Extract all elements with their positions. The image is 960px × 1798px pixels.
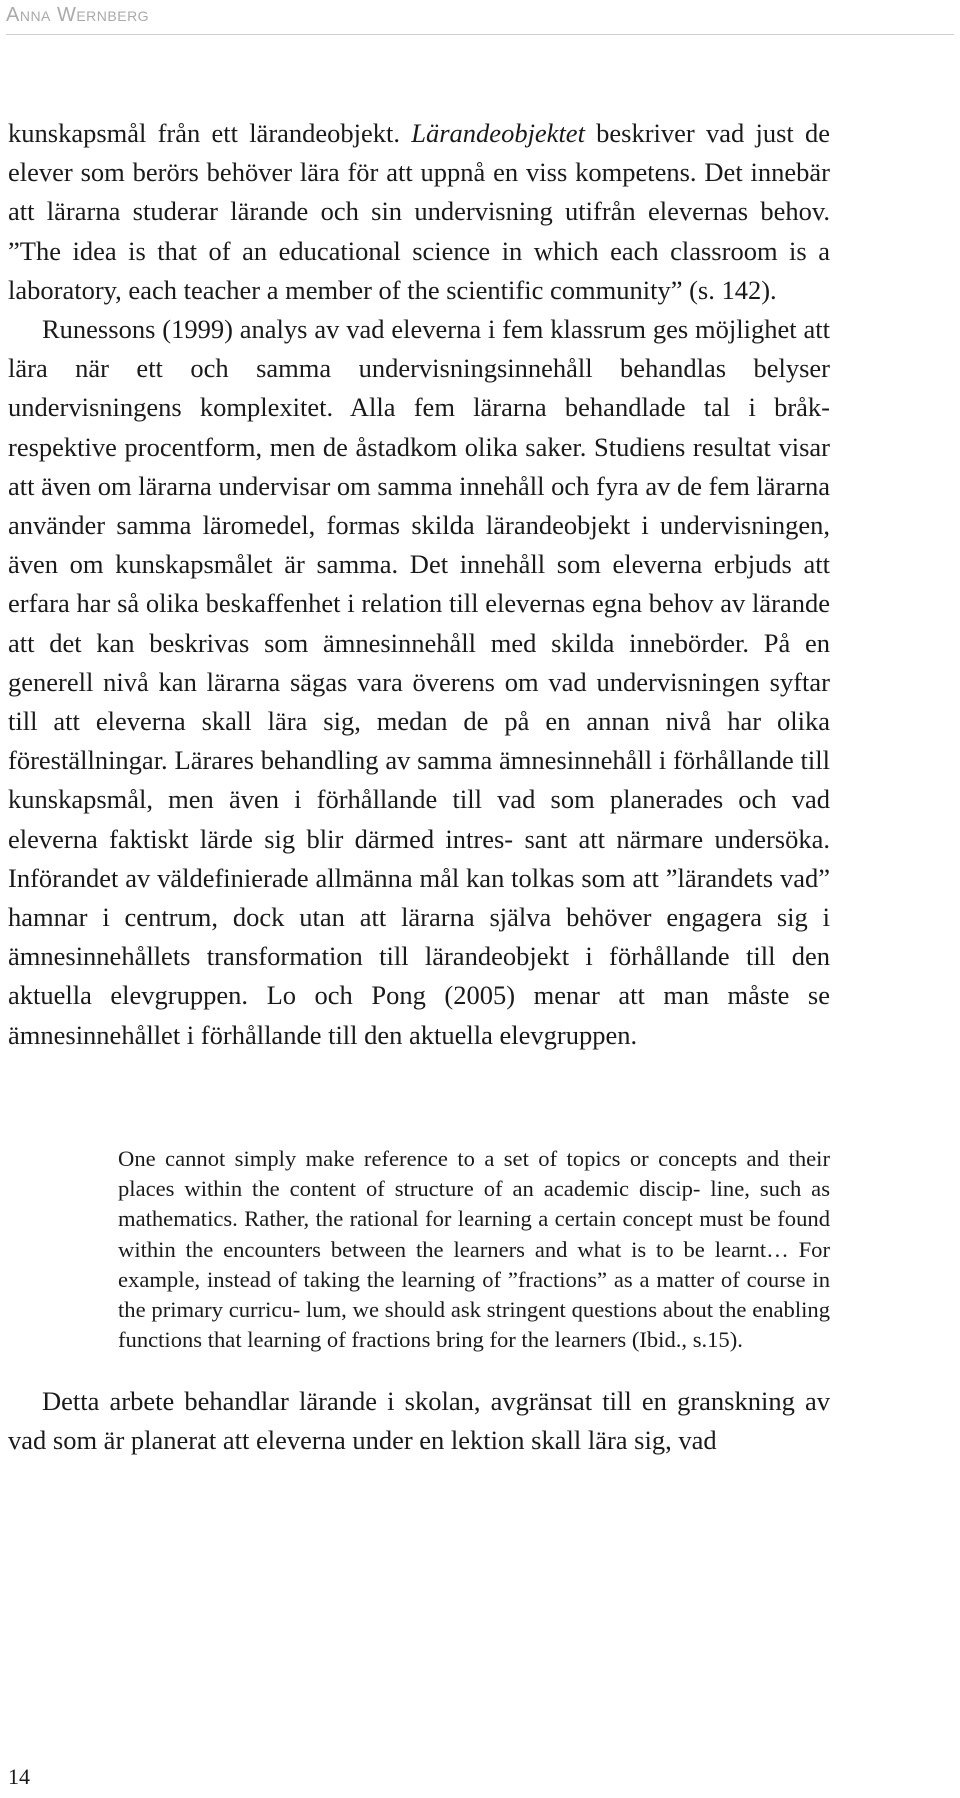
paragraph-2: Runessons (1999) analys av vad eleverna i fem klassrum ges möjlighet att lära när ett och samma undervisningsinnehåll behandlas belyser undervisningens komplexitet. Alla fem lärarna behandlade tal i bråk- respektive procentform, men de åstadkom olika saker. Studiens resultat visar att även om lärarna undervisar om samma innehåll och fyra av de fem lärarna använder samma läromedel, formas skilda lärandeobjekt i undervisningen, även om kunskapsmålet är samma. Det innehåll som eleverna erbjuds att erfara har så olika beskaffenhet i relation till elevernas egna behov av lärande att det kan beskrivas som ämnesinnehåll med skilda innebörder. På en generell nivå kan lärarna sägas vara överens om vad undervisningen syftar till att eleverna skall lära sig, medan de på en annan nivå har olika föreställningar. Lärares behandling av samma ämnesinnehåll i förhållande till kunskapsmål, men även i förhållande till vad som planerades och vad eleverna faktiskt lärde sig blir därmed intres- sant att närmare undersöka. Införandet av väldefinierade allmänna mål kan tolkas som att ”lärandets vad” hamnar i centrum, dock utan att lärarna själva behöver engagera sig i ämnesinnehållets transformation till lärandeobjekt i förhållande till den aktuella elevgruppen. Lo och Pong (2005) menar att man måste se ämnesinnehållet i förhållande till den aktuella elevgruppen. [8, 314, 830, 1050]
paragraph-3: Detta arbete behandlar lärande i skolan, avgränsat till en granskning av vad som är planerat att eleverna under en lektion skall lära sig, vad [8, 1386, 830, 1456]
paragraph-1-start: kunskapsmål från ett lärandeobjekt. [8, 118, 412, 148]
block-quote-text: One cannot simply make reference to a set of topics or concepts and their places within the content of structure of an academic discip- line, such as mathematics. Rather, the rational for learning a certain concept must be found within the encounters between the learners and what is to be learnt… For example, instead of taking the learning of ”fractions” as a matter of course in the primary curricu- lum, we should ask stringent questions about the enabling functions that learning of fractions bring for the learners (Ibid., s.15). [118, 1146, 830, 1353]
running-header-title: Anna Wernberg [6, 4, 150, 26]
continuation-body [8, 1382, 830, 1460]
paragraph-1-rest: beskriver vad just de elever som berörs behöver lära för att uppnå en viss kompetens. Det innebär att lärarna studerar lärande och sin undervisning utifrån elevernas behov. ”The idea is that of an educational science in which each classroom is a laboratory, each teacher a member of the scientific community” (s. 142). [8, 118, 830, 305]
block-quote [118, 1144, 830, 1355]
running-header [6, 4, 954, 35]
main-body [8, 114, 830, 1055]
page-number: 14 [8, 1764, 30, 1789]
paragraph-1 [8, 114, 830, 310]
paragraph-1-italic-term: Lärandeobjektet [411, 118, 585, 148]
